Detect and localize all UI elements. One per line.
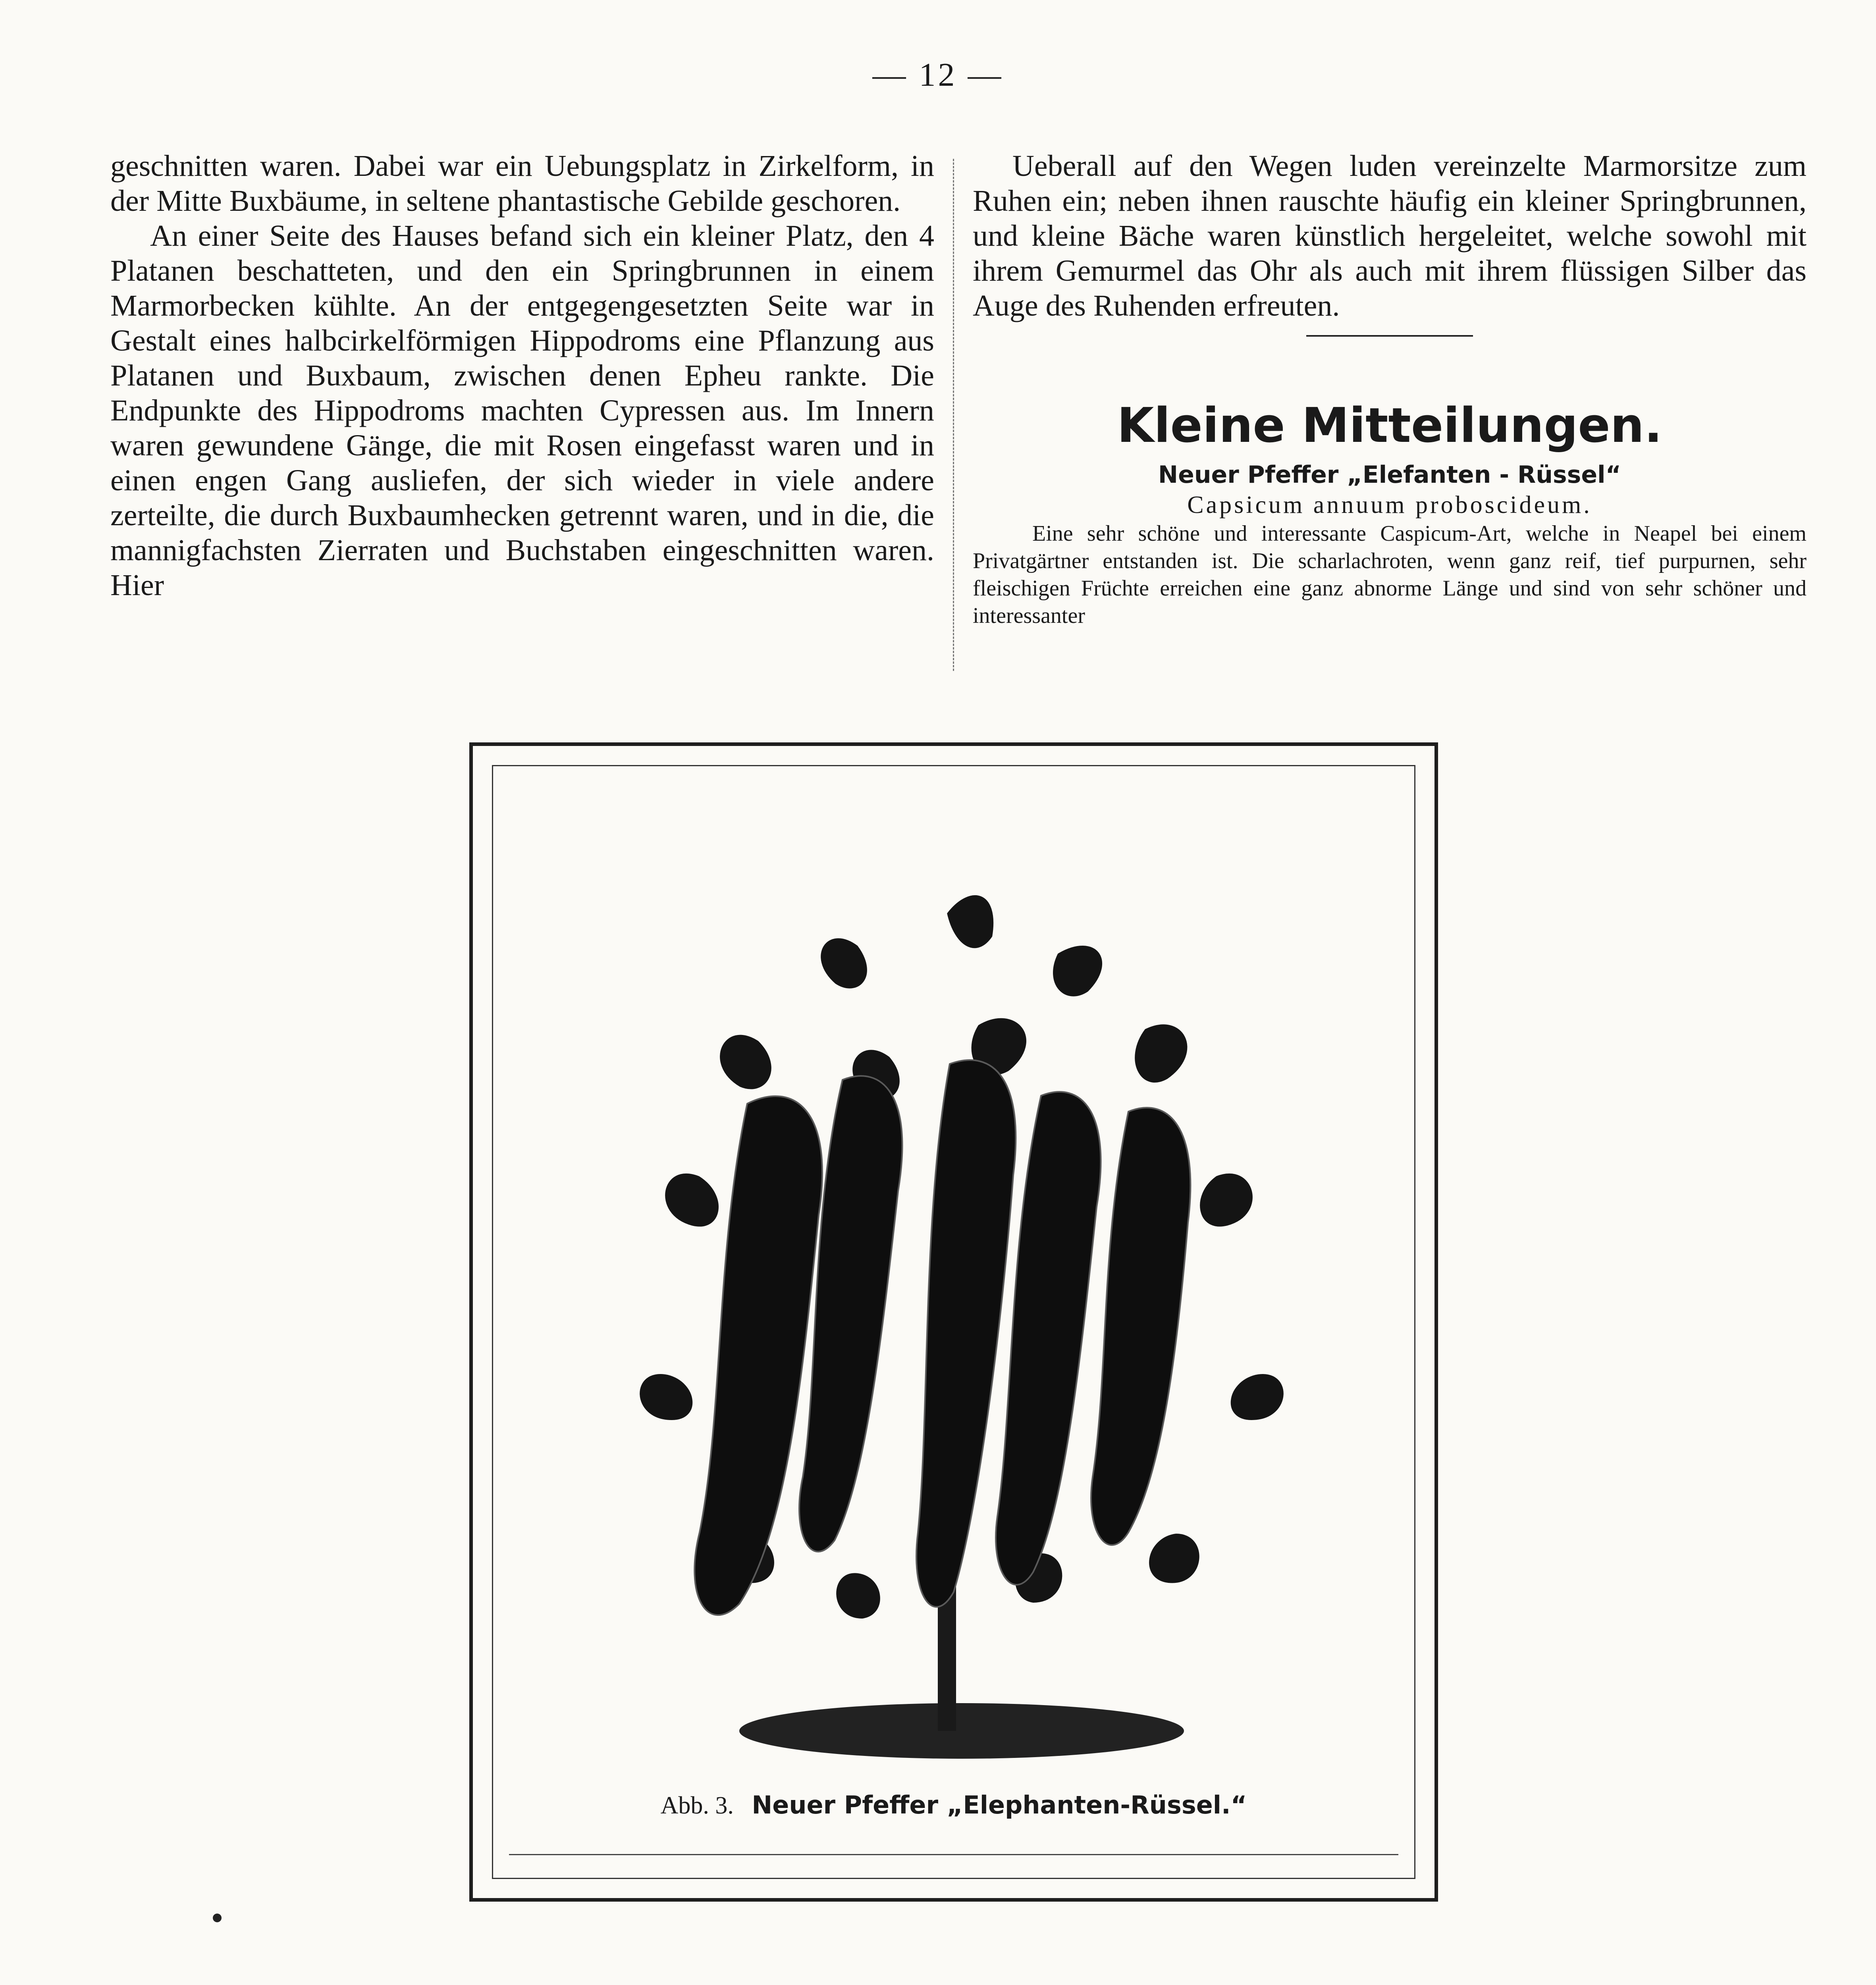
article-text: Eine sehr schöne und interessante Caspicum-Art, welche in Neapel bei einem Privatgärtner entstanden ist. Die scharlachroten, wenn ganz reif, tief purpurnen, sehr fleischigen Früchte erreichen eine ganz abnorme Länge und sind von sehr schöner und interessanter	[973, 521, 1807, 628]
pepper-plant-illustration	[580, 858, 1335, 1771]
figure-caption	[493, 1790, 1414, 1820]
top-right-column	[973, 148, 1807, 630]
section-title: Kleine Mitteilungen.	[1117, 398, 1662, 453]
latin-name: Capsicum annuum proboscideum.	[1187, 491, 1592, 518]
caption-rule	[509, 1854, 1398, 1855]
ink-dot	[213, 1914, 222, 1922]
paragraph: Ueberall auf den Wegen luden vereinzelte Marmorsitze zum Ruhen ein; neben ihnen rauschte häufig ein kleiner Springbrunnen, und kleine Bäche waren künstlich hergeleitet, welche sowohl mit ihrem Gemurmel das Ohr als auch mit ihrem flüssigen Silber das Auge des Ruhenden erfreuten.	[973, 149, 1807, 322]
paragraph: An einer Seite des Hauses befand sich ein kleiner Platz, den 4 Platanen beschatteten, und den ein Springbrunnen in einem Marmorbecken kühlte. An der entgegengesetzten Seite war in Gestalt eines halbcirkelförmigen Hippodroms eine Pflanzung aus Platanen und Buxbaum, zwischen denen Epheu rankte. Die Endpunkte des Hippodroms machten Cypressen aus. Im Innern waren gewundene Gänge, die mit Rosen eingefasst waren und in einen engen Gang ausliefen, der sich wieder in viele andere zerteilte, die durch Buxbaumhecken getrennt waren, und in die, die mannigfachsten Zierraten und Buchstaben eingeschnitten waren. Hier	[110, 219, 934, 602]
figure-inner-border	[492, 765, 1415, 1879]
figure-frame	[469, 742, 1438, 1902]
article-title: Neuer Pfeffer „Elefanten - Rüssel“	[1158, 461, 1621, 489]
section-divider	[1306, 335, 1473, 337]
figure-label: Abb. 3.	[660, 1792, 734, 1819]
top-left-column	[110, 148, 934, 603]
paragraph: geschnitten waren. Dabei war ein Uebungsplatz in Zirkelform, in der Mitte Buxbäume, in seltene phantastische Gebilde geschoren.	[110, 149, 934, 218]
column-divider	[953, 159, 954, 671]
page-number: — 12 —	[872, 56, 1004, 93]
figure-title: Neuer Pfeffer „Elephanten-Rüssel.“	[752, 1790, 1247, 1819]
